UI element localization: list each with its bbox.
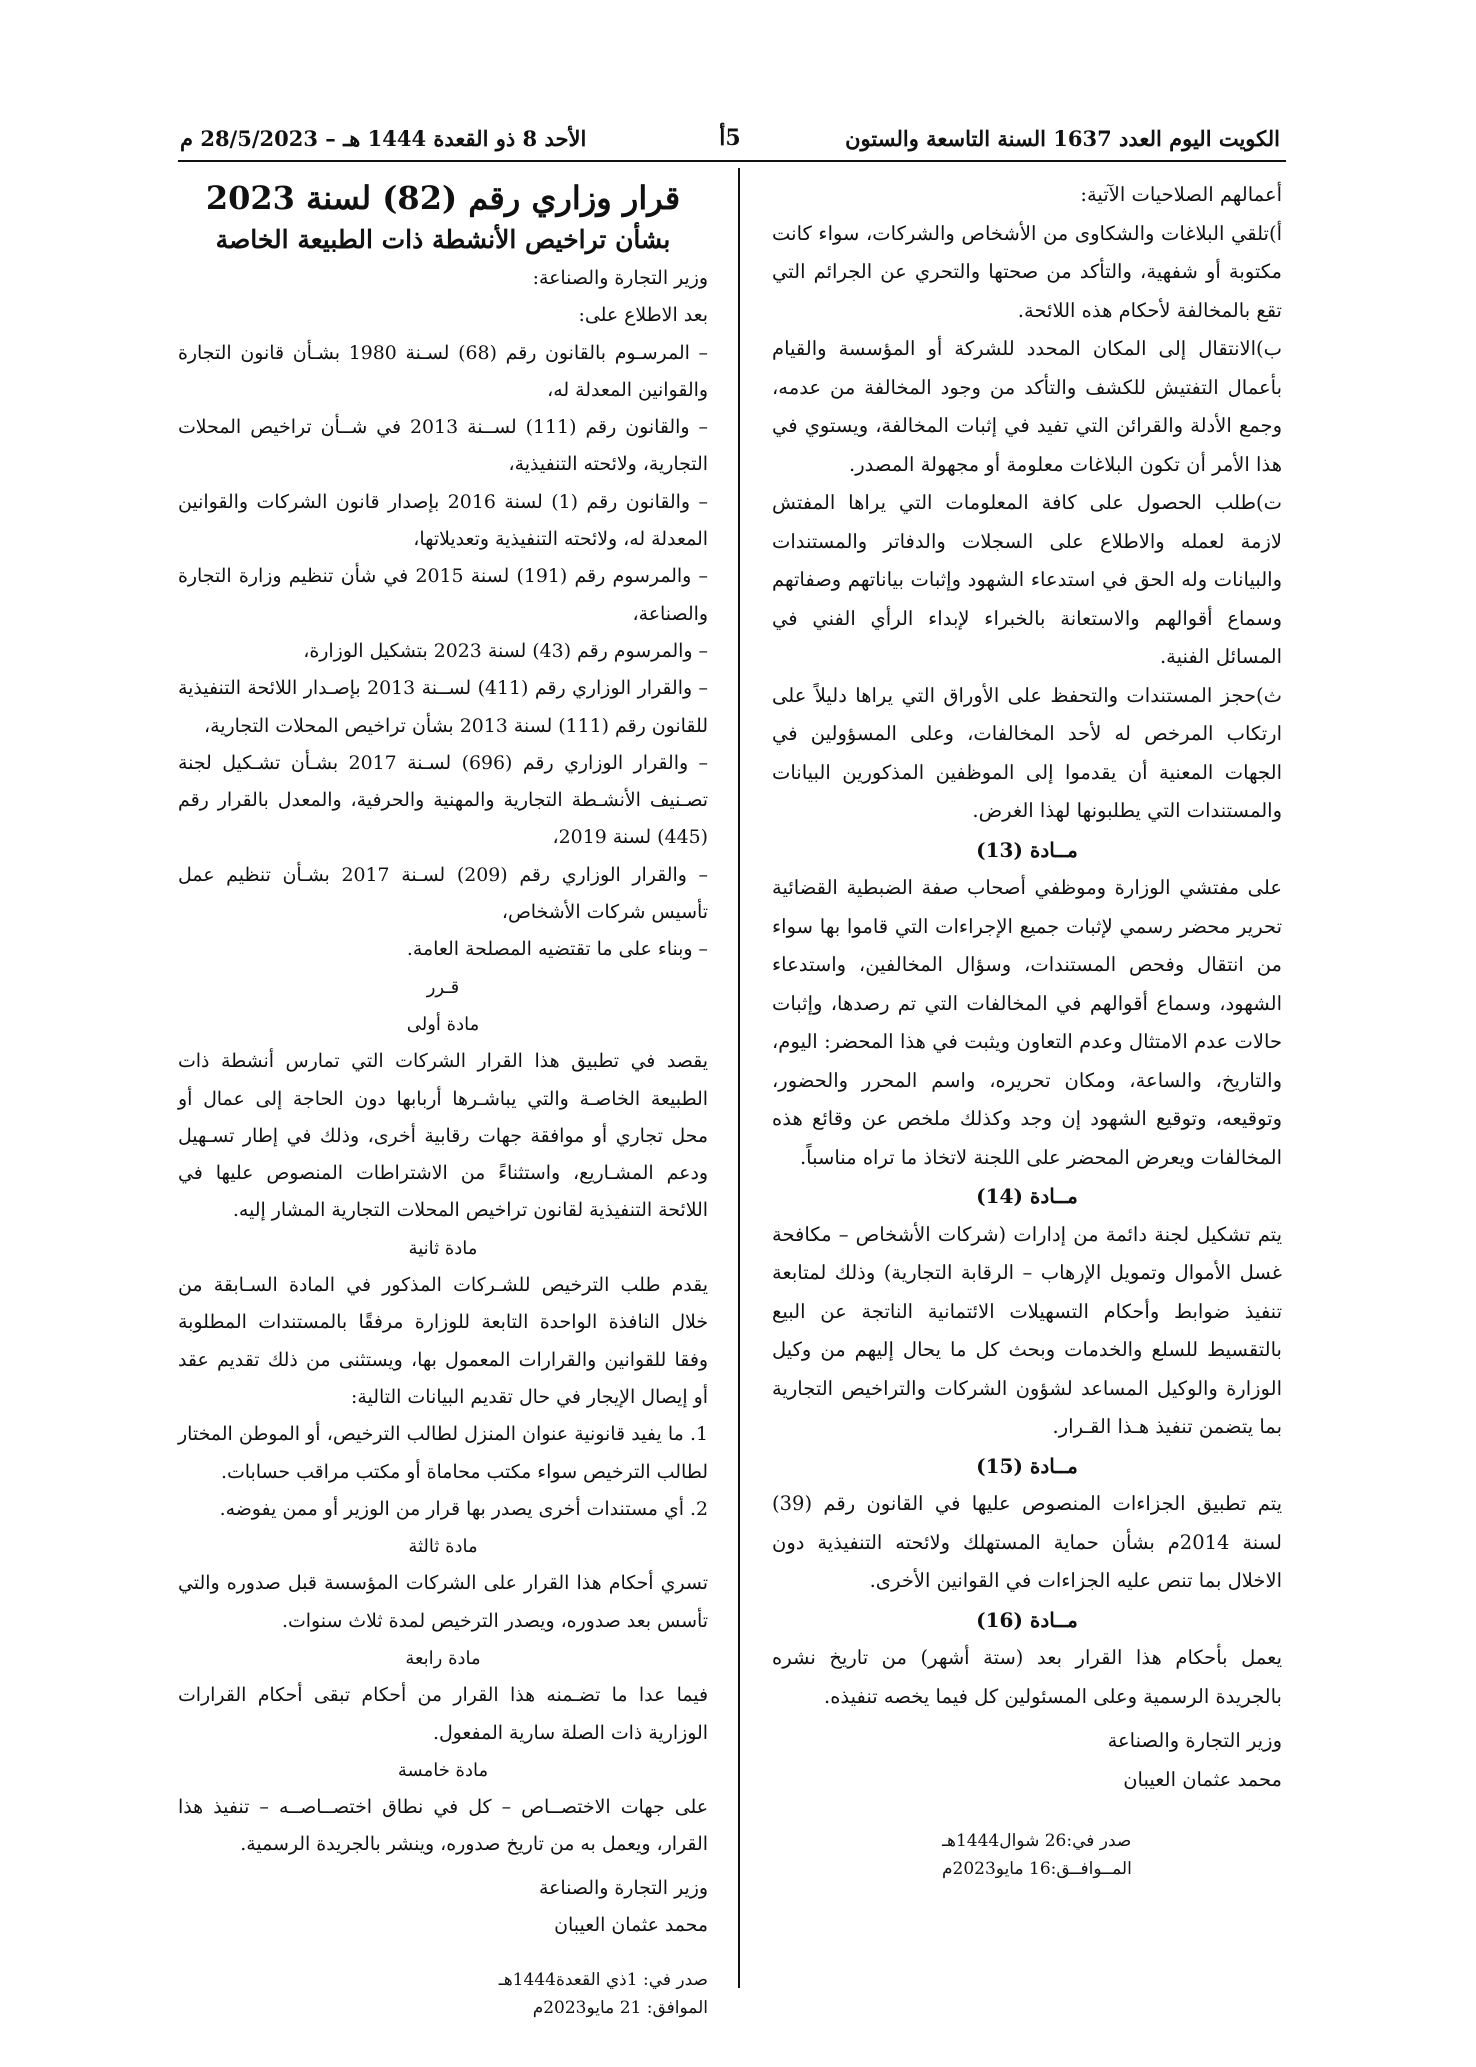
page-header (180, 118, 1280, 158)
signature-block (772, 1722, 1282, 1799)
power-item: ث)حجز المستندات والتحفظ على الأوراق التي يراها دليلاً على ارتكاب المرخص له لأحد المخالفات، وعلى المسؤولين في الجهات المعنية أن يقدموا إلى الموظفين المذكورين البيانات والمستندات التي يطلبونها لهذا الغرض. (772, 683, 1282, 822)
power-item: ب)الانتقال إلى المكان المحدد للشركة أو المؤسسة والقيام بأعمال التفتيش للكشف والتأكد من وجود المخالفة من عدمه، وجمع الأدلة والقرائن التي تفيد في إثبات المخالفة، ويستوي في هذا الأمر أن تكون البلاغات معلومة أو مجهولة المصدر. (772, 337, 1282, 476)
article-title: مادة ثالثة (408, 1536, 478, 1558)
header-rule (178, 160, 1286, 162)
article-title: مادة رابعة (405, 1647, 481, 1669)
column-divider (738, 168, 740, 1988)
decided-heading: قـرر (426, 976, 460, 998)
article-title: مــادة (16) (976, 1607, 1078, 1632)
reference-item: – المرسـوم بالقانون رقم (68) لسـنة 1980 بشـأن قانون التجارة والقوانين المعدلة له، (178, 341, 709, 401)
decision-subtitle: بشأن تراخيص الأنشطة ذات الطبيعة الخاصة (215, 225, 671, 254)
right-column (772, 176, 1282, 1883)
article-title: مادة ثانية (408, 1237, 478, 1259)
header-issue-info: الكويت اليوم العدد 1637 السنة التاسعة والستون (845, 125, 1280, 151)
reference-item: – والقرار الوزاري رقم (209) لسـنة 2017 بشـأن تنظيم عمل تأسيس شركات الأشخاص، (178, 863, 708, 924)
header-page-number: 5أ (719, 125, 741, 151)
article-text: يقصد في تطبيق هذا القرار الشركات التي تمارس أنشطة ذات الطبيعة الخاصـة والتي يباشـرها أربابها دون الحاجة إلى عمال أو محل تجاري أو موافقة جهات رقابية أخرى، وذلك في إطار تسـهيل ودعم المشـاريع، واستثناءً من الاشتراطات المنصوص عليها في اللائحة التنفيذية لقانون تراخيص المحلات التجارية المشار إليه. (178, 1050, 708, 1222)
article-text: يعمل بأحكام هذا القرار بعد (ستة أشهر) من تاريخ نشره بالجريدة الرسمية وعلى المسئولين كل فيما يخصه تنفيذه. (772, 1646, 1282, 1708)
header-date: الأحد 8 ذو القعدة 1444 هـ – 28/5/2023 م (180, 125, 587, 151)
article-list-item: 2. أي مستندات أخرى يصدر بها قرار من الوزير أو ممن يفوضه. (219, 1497, 708, 1520)
signature-name: محمد عثمان العيبان (554, 1914, 708, 1937)
decision-title: قرار وزاري رقم (82) لسنة 2023 (205, 179, 681, 217)
signature-title: وزير التجارة والصناعة (1107, 1729, 1282, 1752)
reference-item: – والقرار الوزاري رقم (411) لســنة 2013 بإصـدار اللائحة التنفيذية للقانون رقم (111) لسنة 2013 بشأن تراخيص المحلات التجارية، (178, 677, 708, 737)
article-text: يتم تطبيق الجزاءات المنصوص عليها في القانون رقم (39) لسنة 2014م بشأن حماية المستهلك ولائحته التنفيذية دون الاخلال بما تنص عليه الجزاءات في القوانين الأخرى. (772, 1492, 1282, 1592)
issue-dates (772, 1827, 1282, 1883)
article-list-item: 1. ما يفيد قانونية عنوان المنزل لطالب الترخيص، أو الموطن المختار لطالب الترخيص سواء مكتب محاماة أو مكتب مراقب حسابات. (178, 1423, 708, 1483)
article-title: مادة خامسة (397, 1759, 489, 1781)
reference-item: – والمرسوم رقم (43) لسنة 2023 بتشكيل الوزارة، (303, 639, 708, 662)
reference-item: – والقانون رقم (111) لســنة 2013 في شــأن تراخيص المحلات التجارية، ولائحته التنفيذية، (178, 416, 709, 476)
article-title: مــادة (13) (976, 837, 1078, 862)
issue-dates (178, 1966, 708, 2022)
after-review-line: بعد الاطلاع على: (578, 304, 708, 327)
article-text: على مفتشي الوزارة وموظفي أصحاب صفة الضبطية القضائية تحرير محضر رسمي لإثبات جميع الإجراءات التي قاموا بها سواء من انتقال وفحص المستندات، وسؤال المخالفين، واستدعاء الشهود، وسماع أقوالهم في المخالفات التي تم رصدها، وإثبات حالات عدم الامتثال وعدم التعاون ويثبت في هذا المحضر: اليوم، والتاريخ، والساعة، ومكان تحريره، واسم المحرر والحضور، وتوقيعه، وتوقيع الشهود إن وجد وكذلك ملخص عن وقائع هذه المخالفات ويعرض المحضر على اللجنة لاتخاذ ما تراه مناسباً. (772, 876, 1282, 1169)
power-item: ت)طلب الحصول على كافة المعلومات التي يراها المفتش لازمة لعمله والاطلاع على السجلات والدفاتر والمستندات والبيانات وله الحق في استدعاء الشهود وإثبات بياناتهم وصفاتهم وسماع أقوالهم والاستعانة بالخبراء لإبداء الرأي الفني في المسائل الفنية. (772, 491, 1282, 668)
minister-line: وزير التجارة والصناعة: (532, 267, 708, 289)
article-text: يقدم طلب الترخيص للشـركات المذكور في المادة السـابقة من خلال النافذة الواحدة التابعة للوزارة مرفقًا بالمستندات المطلوبة وفقا للقوانين والقرارات المعمول بها، ويستثنى من ذلك تقديم عقد أو إيصال الإيجار في حال تقديم البيانات التالية: (178, 1274, 708, 1408)
intro-text: أعمالهم الصلاحيات الآتية: (1080, 183, 1282, 206)
article-text: على جهات الاختصــاص – كل في نطاق اختصــاصــه – تنفيذ هذا القرار، ويعمل به من تاريخ صدوره، وينشر بالجريدة الرسمية. (178, 1796, 708, 1856)
reference-item: – والقانون رقم (1) لسنة 2016 بإصدار قانون الشركات والقوانين المعدلة له، ولائحته التنفيذية وتعديلاتها، (178, 490, 708, 551)
corresponding-date: الموافق: 21 مايو2023م (532, 1998, 708, 2019)
article-text: يتم تشكيل لجنة دائمة من إدارات (شركات الأشخاص – مكافحة غسل الأموال وتمويل الإرهاب – الرقابة التجارية) وذلك لمتابعة تنفيذ ضوابط وأحكام التسهيلات الائتمانية الناتجة عن البيع بالتقسيط للسلع والخدمات وبحث كل ما يحال إليهم من وكيل الوزارة والوكيل المساعد لشؤون الشركات والتراخيص التجارية بما يتضمن تنفيذ هـذا القـرار. (772, 1222, 1282, 1438)
reference-item: – والمرسوم رقم (191) لسنة 2015 في شأن تنظيم وزارة التجارة والصناعة، (178, 565, 708, 625)
issued-date: صدر في: 1ذي القعدة1444هـ (498, 1970, 708, 1991)
signature-block (178, 1870, 708, 1945)
issued-date: صدر في:26 شوال1444هـ (942, 1831, 1132, 1851)
signature-name: محمد عثمان العيبان (1123, 1767, 1282, 1791)
article-text: تسري أحكام هذا القرار على الشركات المؤسسة قبل صدوره والتي تأسس بعد صدوره، ويصدر الترخيص لمدة ثلاث سنوات. (178, 1572, 708, 1632)
article-title: مادة أولى (406, 1013, 480, 1035)
article-title: مــادة (14) (976, 1184, 1078, 1208)
reference-item: – والقرار الوزاري رقم (696) لسـنة 2017 بشـأن تشـكيل لجنة تصـنيف الأنشـطة التجارية والمهنية والحرفية، والمعدل بالقرار رقم (445) لسنة 2019، (178, 751, 708, 849)
left-column (178, 176, 708, 2022)
corresponding-date: المــوافــق:16 مايو2023م (942, 1859, 1132, 1879)
signature-title: وزير التجارة والصناعة (539, 1876, 708, 1899)
article-title: مــادة (15) (976, 1453, 1078, 1478)
power-item: أ)تلقي البلاغات والشكاوى من الأشخاص والشركات، سواء كانت مكتوبة أو شفهية، والتأكد من صحتها والتحري عن الجرائم التي تقع بالمخالفة لأحكام هذه اللائحة. (772, 221, 1282, 322)
reference-item: – وبناء على ما تقتضيه المصلحة العامة. (406, 938, 708, 961)
article-text: فيما عدا ما تضـمنه هذا القرار من أحكام تبقى أحكام القرارات الوزارية ذات الصلة سارية المفعول. (178, 1684, 708, 1744)
